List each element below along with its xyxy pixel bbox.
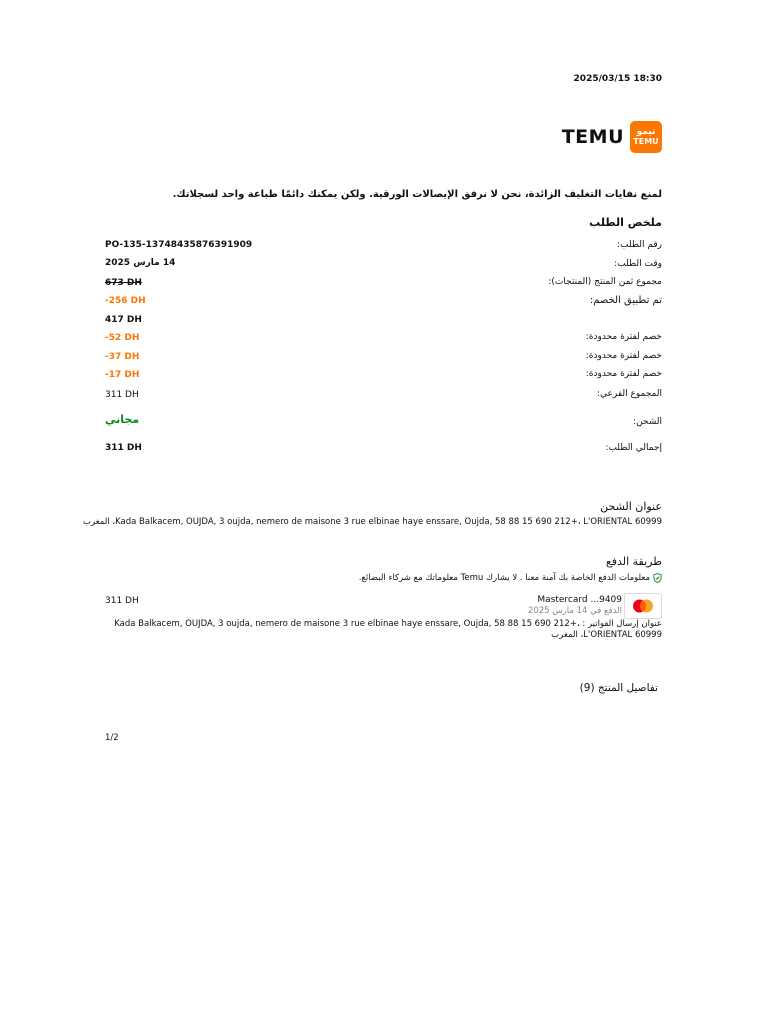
product-details-title: تفاصيل المنتج (9) — [579, 682, 658, 694]
limited-discount-value: -52 DH — [105, 333, 140, 343]
payment-amount: 311 DH — [105, 596, 139, 606]
shipping-label: الشحن: — [633, 417, 662, 427]
shipping-address-text: Kada Balkacem, OUJDA, 3 oujda, nemero de maisone 3 rue elbinae haye enssare, Oujda, 58 88 15 690 212+، L'ORIENTAL 60999، المغرب — [82, 517, 662, 527]
subtotal-value: 311 DH — [105, 390, 139, 400]
limited-discount-value: -37 DH — [105, 352, 140, 362]
items-total-value: 673 DH — [105, 278, 142, 288]
paperless-notice: لمنع نفايات التغليف الزائدة، نحن لا نرفق الإيصالات الورقية. ولكن يمكنك دائمًا طباعة واحد لسجلاتك. — [172, 189, 662, 200]
discount-applied-value: -256 DH — [105, 296, 146, 306]
after-discount-value: 417 DH — [105, 315, 142, 325]
limited-discount-label: خصم لفترة محدودة: — [585, 332, 662, 342]
order-total-value: 311 DH — [105, 443, 142, 453]
card-label: Mastercard ...9409 — [537, 595, 622, 605]
mastercard-icon — [624, 593, 662, 619]
billing-address: عنوان إرسال الفواتير : Kada Balkacem, OUJDA, 3 oujda, nemero de maisone 3 rue elbinae haye enssare, Oujda, 58 88 15 690 212+، L'ORIENTAL 60999، المغرب — [114, 619, 662, 640]
limited-discount-value: -17 DH — [105, 370, 140, 380]
temu-logo — [562, 121, 662, 153]
mastercard-logo — [630, 598, 656, 614]
limited-discount-label: خصم لفترة محدودة: — [585, 369, 662, 379]
order-summary-title: ملخص الطلب — [589, 216, 662, 229]
order-time-value: 14 مارس 2025 — [105, 258, 176, 268]
print-timestamp: 2025/03/15 18:30 — [573, 74, 662, 84]
brand-badge-arabic: تيمو — [636, 127, 656, 137]
subtotal-label: المجموع الفرعي: — [596, 389, 662, 399]
page-number: 1/2 — [105, 733, 119, 743]
brand-badge-latin: TEMU — [633, 137, 659, 146]
limited-discount-label: خصم لفترة محدودة: — [585, 351, 662, 361]
brand-badge-icon — [630, 121, 662, 153]
payment-method-title: طريقة الدفع — [605, 555, 662, 568]
shipping-value: مجاني — [105, 413, 140, 426]
brand-wordmark: TEMU — [561, 126, 624, 148]
order-total-label: إجمالي الطلب: — [605, 443, 662, 453]
shipping-address-title: عنوان الشحن — [600, 500, 662, 513]
order-number-label: رقم الطلب: — [617, 240, 662, 250]
order-number-value: PO-135-13748435876391909 — [105, 240, 253, 250]
payment-date: الدفع في 14 مارس 2025 — [527, 606, 622, 616]
items-total-label: مجموع ثمن المنتج (المنتجات): — [548, 277, 662, 287]
order-time-label: وقت الطلب: — [614, 259, 662, 269]
discount-applied-label: تم تطبيق الخصم: — [589, 295, 662, 306]
shield-check-icon — [653, 573, 662, 583]
secure-payment-note — [359, 573, 662, 583]
secure-payment-text: معلومات الدفع الخاصة بك آمنة معنا . لا يشارك Temu معلوماتك مع شركاء البضائع. — [358, 573, 650, 583]
